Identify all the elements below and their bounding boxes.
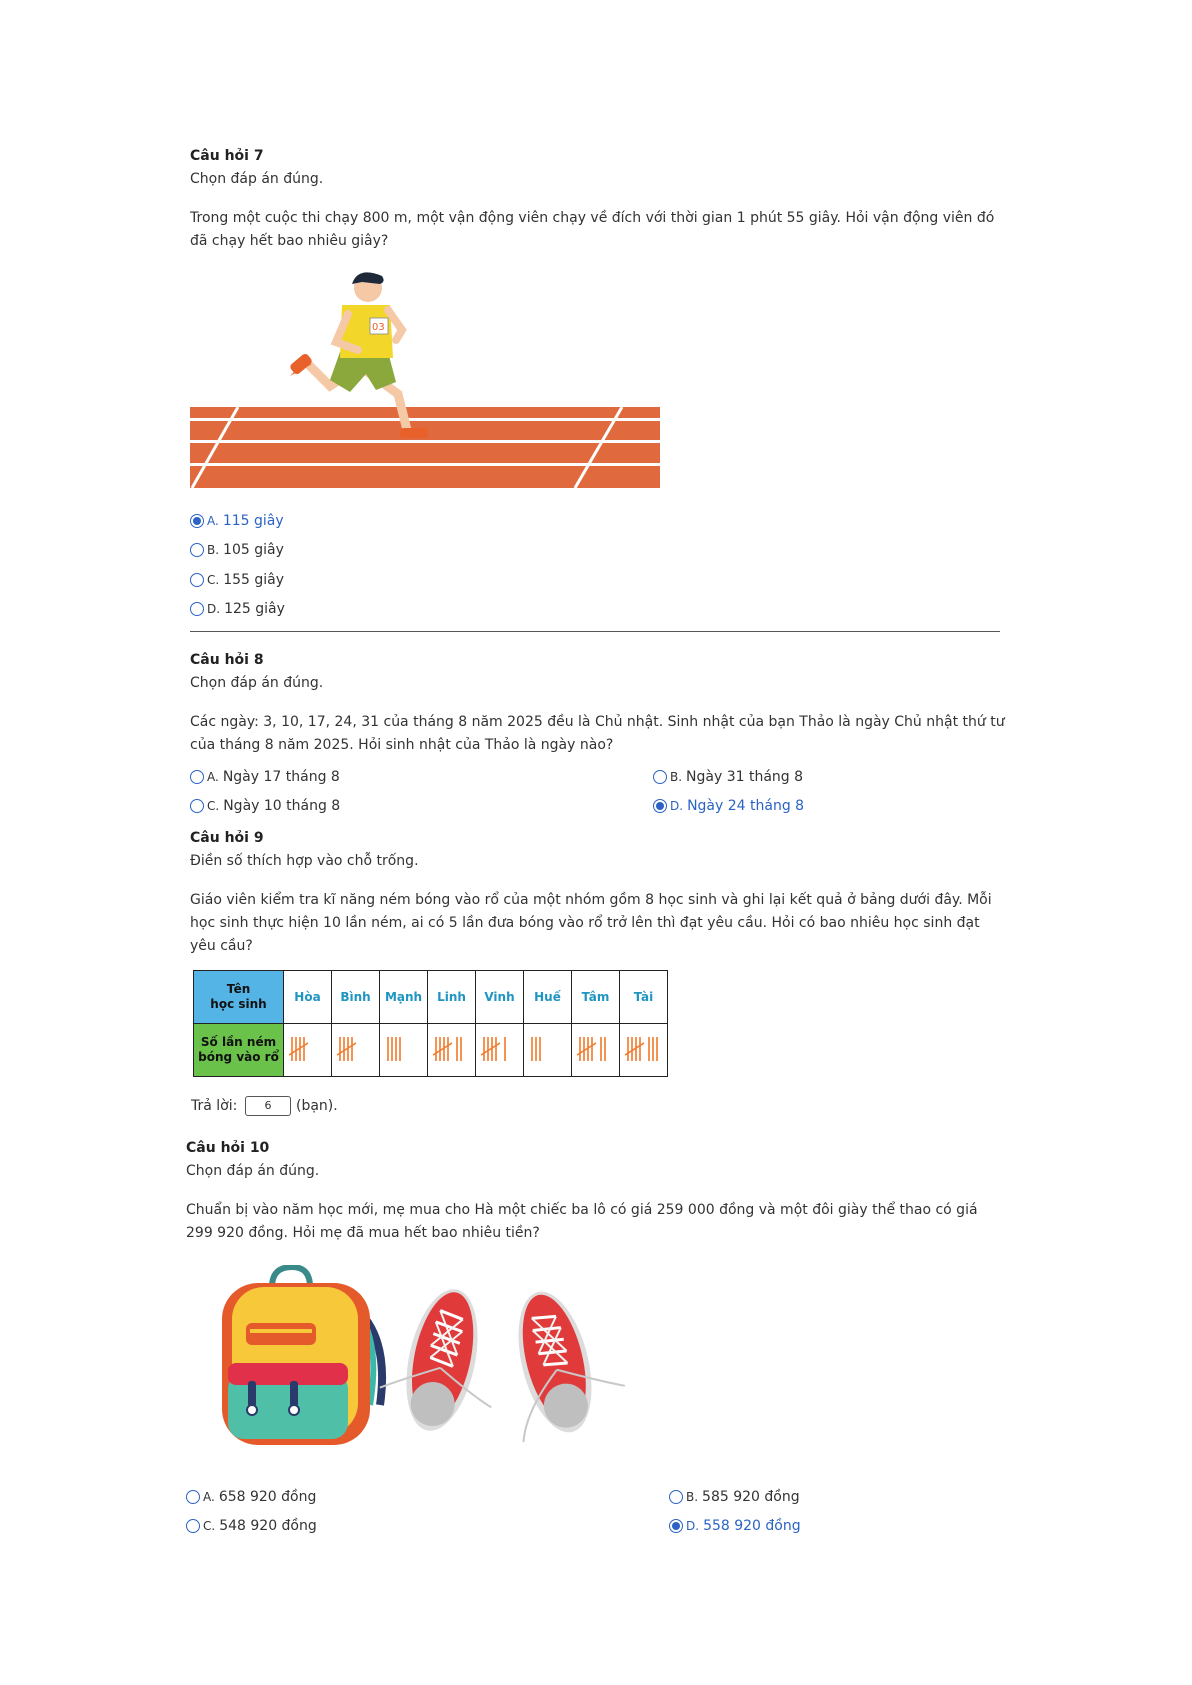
tally-cell <box>524 1024 572 1077</box>
q10-option-a-text: 658 920 đồng <box>218 1489 317 1505</box>
q7-option-d[interactable] <box>190 599 285 619</box>
q8-option-d-text: Ngày 24 tháng 8 <box>687 798 805 814</box>
q10-text-line2: 299 920 đồng. Hỏi mẹ đã mua hết bao nhiêu tiền? <box>186 1225 540 1241</box>
q7-text-line1: Trong một cuộc thi chạy 800 m, một vận động viên chạy về đích với thời gian 1 phút 55 giây. Hỏi vận động viên đó <box>190 210 995 226</box>
tally-cell <box>332 1024 380 1077</box>
q7-text-line2: đã chạy hết bao nhiêu giây? <box>190 233 389 249</box>
tally-marks-icon <box>526 1029 570 1069</box>
q7-option-c-text: 155 giây <box>223 572 285 588</box>
q9-answer-suffix: (bạn). <box>296 1098 338 1114</box>
student-name: Tâm <box>572 971 620 1024</box>
tally-marks-icon <box>574 1029 618 1069</box>
table-row <box>194 1024 668 1077</box>
radio-icon[interactable] <box>669 1490 683 1504</box>
q8-option-b[interactable] <box>653 767 803 787</box>
q9-text-line3: yêu cầu? <box>190 938 253 954</box>
row-label-line1: Số lần ném <box>200 1035 277 1049</box>
q8-instruction: Chọn đáp án đúng. <box>190 675 324 691</box>
tally-cell <box>380 1024 428 1077</box>
q10-title: Câu hỏi 10 <box>186 1140 270 1156</box>
student-name: Linh <box>428 971 476 1024</box>
q10-option-a-letter: A. <box>203 1490 215 1504</box>
q10-option-a[interactable] <box>186 1487 316 1507</box>
header-label-line2: học sinh <box>210 997 267 1011</box>
question-divider <box>190 631 1000 632</box>
q9-answer-prefix: Trả lời: <box>191 1098 238 1114</box>
student-name: Vinh <box>476 971 524 1024</box>
q7-option-a-letter: A. <box>207 514 219 528</box>
q7-title: Câu hỏi 7 <box>190 148 264 164</box>
radio-selected-icon[interactable] <box>669 1519 683 1533</box>
q7-option-c-letter: C. <box>207 573 220 587</box>
tally-cell <box>620 1024 668 1077</box>
q8-option-a-letter: A. <box>207 770 219 784</box>
q7-option-b-text: 105 giây <box>223 542 284 558</box>
runner-illustration <box>190 270 660 488</box>
radio-icon[interactable] <box>190 543 204 557</box>
radio-icon[interactable] <box>653 770 667 784</box>
q8-option-a[interactable] <box>190 767 340 787</box>
tally-cell <box>476 1024 524 1077</box>
q7-option-b-letter: B. <box>207 543 220 557</box>
radio-selected-icon[interactable] <box>190 514 204 528</box>
q9-answer-input[interactable]: 6 <box>245 1096 291 1116</box>
tally-cell <box>572 1024 620 1077</box>
q8-title: Câu hỏi 8 <box>190 652 264 668</box>
radio-icon[interactable] <box>186 1490 200 1504</box>
tally-cell <box>428 1024 476 1077</box>
radio-icon[interactable] <box>190 573 204 587</box>
q8-option-b-text: Ngày 31 tháng 8 <box>686 769 804 785</box>
table-row-label <box>194 1024 284 1077</box>
q7-option-d-letter: D. <box>207 602 221 616</box>
q10-instruction: Chọn đáp án đúng. <box>186 1163 320 1179</box>
q10-option-c[interactable] <box>186 1516 317 1536</box>
q10-text-line1: Chuẩn bị vào năm học mới, mẹ mua cho Hà một chiếc ba lô có giá 259 000 đồng và một đôi giày thể thao có giá <box>186 1202 978 1218</box>
q10-option-d[interactable] <box>669 1516 801 1536</box>
q10-option-b-text: 585 920 đồng <box>702 1489 800 1505</box>
q7-option-d-text: 125 giây <box>224 601 285 617</box>
radio-icon[interactable] <box>190 799 204 813</box>
student-name: Hòa <box>284 971 332 1024</box>
tally-marks-icon <box>286 1029 330 1069</box>
tally-marks-icon <box>478 1029 522 1069</box>
radio-icon[interactable] <box>190 602 204 616</box>
table-header-label <box>194 971 284 1024</box>
header-label-line1: Tên <box>226 982 251 996</box>
q7-instruction: Chọn đáp án đúng. <box>190 171 324 187</box>
student-name: Mạnh <box>380 971 428 1024</box>
q8-option-c-text: Ngày 10 tháng 8 <box>223 798 341 814</box>
q10-option-b-letter: B. <box>686 1490 699 1504</box>
q8-option-a-text: Ngày 17 tháng 8 <box>222 769 340 785</box>
runner-bib: 03 <box>372 322 385 333</box>
q7-option-b[interactable] <box>190 540 284 560</box>
tally-marks-icon <box>382 1029 426 1069</box>
q9-text-line2: học sinh thực hiện 10 lần ném, ai có 5 lần đưa bóng vào rổ trở lên thì đạt yêu cầu. Hỏi có bao nhiêu học sinh đạt <box>190 915 980 931</box>
row-label-line2: bóng vào rổ <box>198 1050 279 1064</box>
radio-icon[interactable] <box>190 770 204 784</box>
q9-title: Câu hỏi 9 <box>190 830 264 846</box>
q8-text-line1: Các ngày: 3, 10, 17, 24, 31 của tháng 8 năm 2025 đều là Chủ nhật. Sinh nhật của bạn Thảo là ngày Chủ nhật thứ tư <box>190 714 1005 730</box>
q10-option-b[interactable] <box>669 1487 800 1507</box>
table-row <box>194 971 668 1024</box>
tally-marks-icon <box>622 1029 666 1069</box>
radio-selected-icon[interactable] <box>653 799 667 813</box>
q8-option-c[interactable] <box>190 796 340 816</box>
q8-option-c-letter: C. <box>207 799 220 813</box>
q7-option-c[interactable] <box>190 570 284 590</box>
q8-text-line2: của tháng 8 năm 2025. Hỏi sinh nhật của Thảo là ngày nào? <box>190 737 614 753</box>
q7-option-a[interactable] <box>190 511 284 531</box>
tally-table <box>193 970 668 1077</box>
radio-icon[interactable] <box>186 1519 200 1533</box>
q8-option-d[interactable] <box>653 796 804 816</box>
q8-option-b-letter: B. <box>670 770 683 784</box>
q10-option-c-text: 548 920 đồng <box>219 1518 317 1534</box>
q10-option-d-letter: D. <box>686 1519 700 1533</box>
tally-marks-icon <box>430 1029 474 1069</box>
tally-marks-icon <box>334 1029 378 1069</box>
q7-option-a-text: 115 giây <box>222 513 284 529</box>
student-name: Tài <box>620 971 668 1024</box>
q9-text-line1: Giáo viên kiểm tra kĩ năng ném bóng vào rổ của một nhóm gồm 8 học sinh và ghi lại kết quả ở bảng dưới đây. Mỗi <box>190 892 992 908</box>
q10-option-d-text: 558 920 đồng <box>703 1518 801 1534</box>
q10-option-c-letter: C. <box>203 1519 216 1533</box>
q8-option-d-letter: D. <box>670 799 684 813</box>
student-name: Huế <box>524 971 572 1024</box>
backpack-shoes-illustration <box>210 1265 660 1450</box>
student-name: Bình <box>332 971 380 1024</box>
tally-cell <box>284 1024 332 1077</box>
q9-instruction: Điền số thích hợp vào chỗ trống. <box>190 853 419 869</box>
